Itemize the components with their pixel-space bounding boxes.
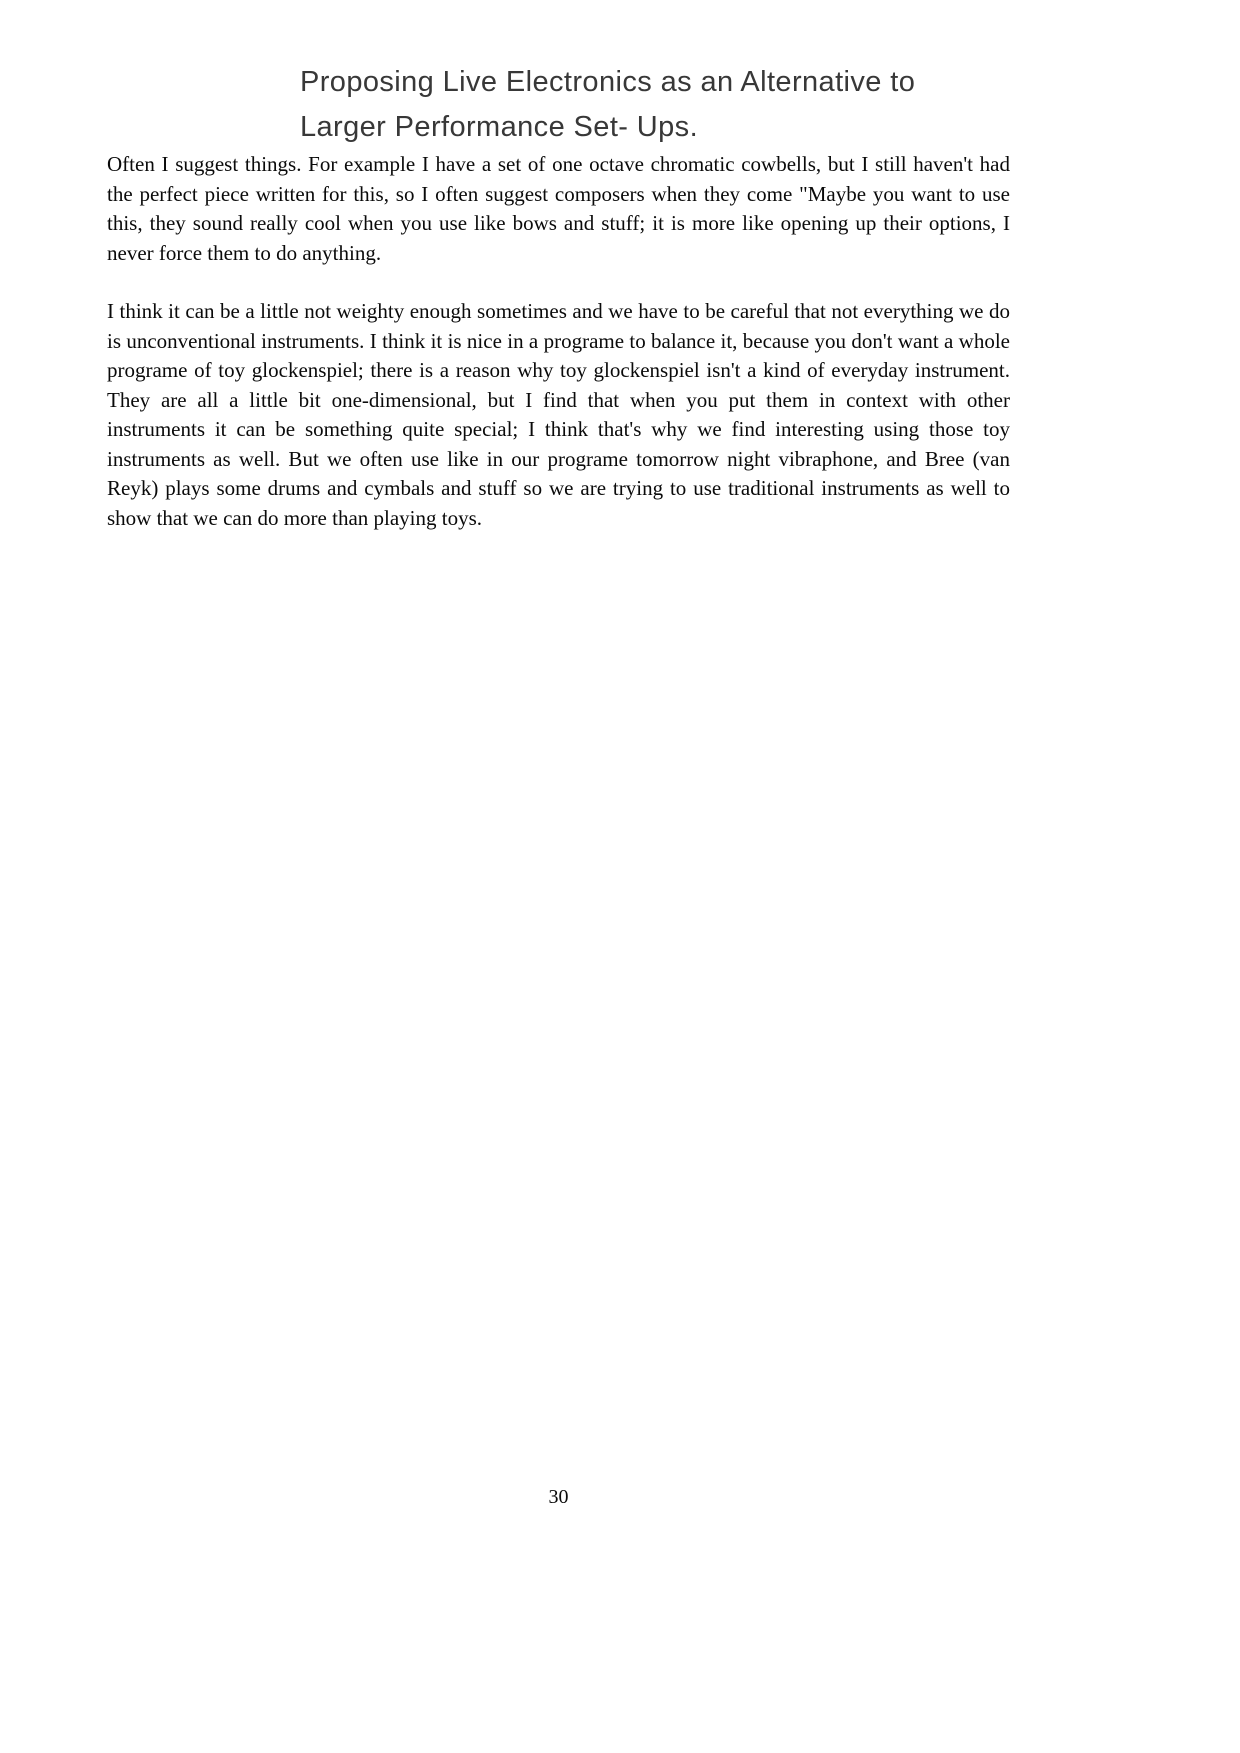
page-number: 30 — [548, 1486, 569, 1508]
paragraph: Often I suggest things. For example I have a set of one octave chromatic cowbells, but I still haven't had the perfect piece written for this, so I often suggest composers when they come "Maybe you want to use this, they sound really cool when you use like bows and stuff; it is more like opening up their options, I never force them to do anything. — [107, 152, 1010, 265]
paragraph: I think it can be a little not weighty enough sometimes and we have to be careful that not everything we do is unconventional instruments. I think it is nice in a programe to balance it, because you don't want a whole programe of toy glockenspiel; there is a reason why toy glockenspiel isn't a kind of everyday instrument. They are all a little bit one-dimensional, but I find that when you put them in context with other instruments it can be something quite special; I think that's why we find interesting using those toy instruments as well. But we often use like in our programe tomorrow night vibraphone, and Bree (van Reyk) plays some drums and cymbals and stuff so we are trying to use traditional instruments as well to show that we can do more than playing toys. — [107, 299, 1010, 530]
body-text — [107, 150, 1010, 562]
page-title-line-2: Larger Performance Set- Ups. — [300, 111, 699, 143]
page-title-line-1: Proposing Live Electronics as an Alternative to — [300, 66, 916, 98]
page-title — [300, 60, 915, 150]
